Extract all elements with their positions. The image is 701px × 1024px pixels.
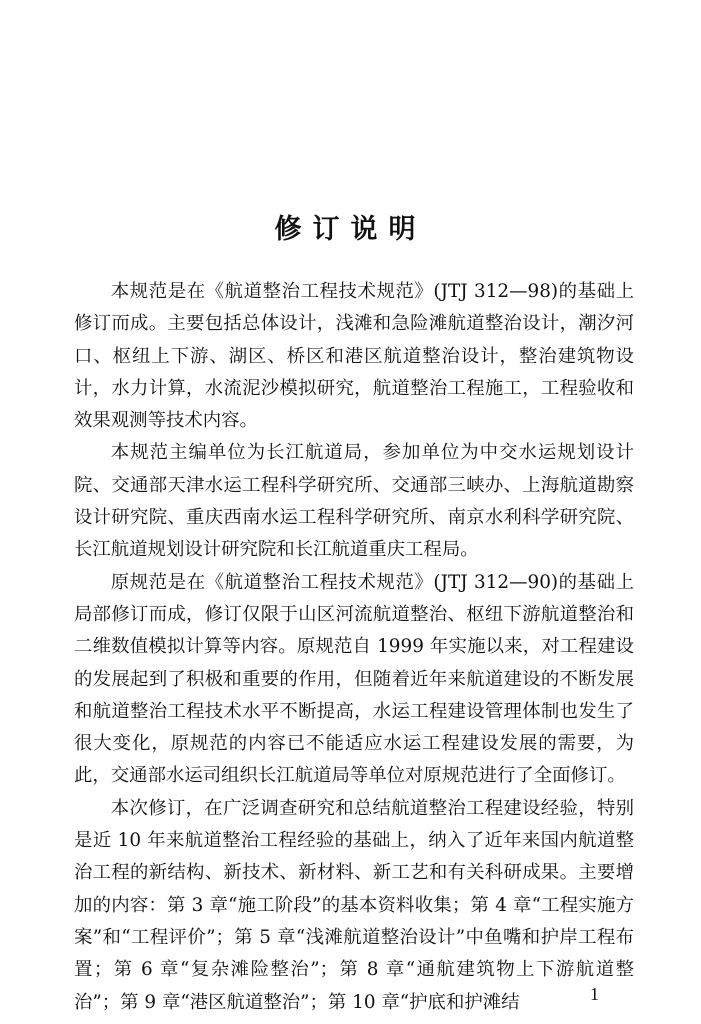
paragraph-scope: 本规范是在《航道整治工程技术规范》(JTJ 312—98)的基础上修订而成。主要包括总体设计，浅滩和急险滩航道整治设计，潮汐河口、枢纽上下游、湖区、桥区和港区航道整治设计，整治建筑物设计，水力计算，水流泥沙模拟研究，航道整治工程施工，工程验收和效果观测等技术内容。 bbox=[74, 281, 634, 432]
body-text bbox=[74, 276, 634, 1019]
page-title: 修订说明 bbox=[274, 214, 427, 245]
paragraph-history: 原规范是在《航道整治工程技术规范》(JTJ 312—90)的基础上局部修订而成，修订仅限于山区河流航道整治、枢纽下游航道整治和二维数值模拟计算等内容。原规范自 1999 年实施以来，对工程建设的发展起到了积极和重要的作用，但随着近年来航道建设的不断发展和航道整治工程技术水平不断提高，水运工程建设管理体制也发生了很大变化，原规范的内容已不能适应水运工程建设发展的需要，为此，交通部水运司组织长江航道局等单位对原规范进行了全面修订。 bbox=[74, 571, 634, 787]
paragraph-revision: 本次修订，在广泛调查研究和总结航道整治工程建设经验，特别是近 10 年来航道整治工程经验的基础上，纳入了近年来国内航道整治工程的新结构、新技术、新材料、新工艺和有关科研成果。主要增加的内容：第 3 章“施工阶段”的基本资料收集；第 4 章“工程实施方案”和“工程评价”；第 5 章“浅滩航道整治设计”中鱼嘴和护岸工程布置；第 6 章“复杂滩险整治”；第 8 章“通航建筑物上下游航道整治”；第 9 章“港区航道整治”；第 10 章“护底和护滩结 bbox=[74, 797, 634, 1013]
page-number: 1 bbox=[590, 984, 599, 1004]
paragraph-organizations: 本规范主编单位为长江航道局，参加单位为中交水运规划设计院、交通部天津水运工程科学研究所、交通部三峡办、上海航道勘察设计研究院、重庆西南水运工程科学研究所、南京水利科学研究院、长江航道规划设计研究院和长江航道重庆工程局。 bbox=[74, 442, 634, 561]
